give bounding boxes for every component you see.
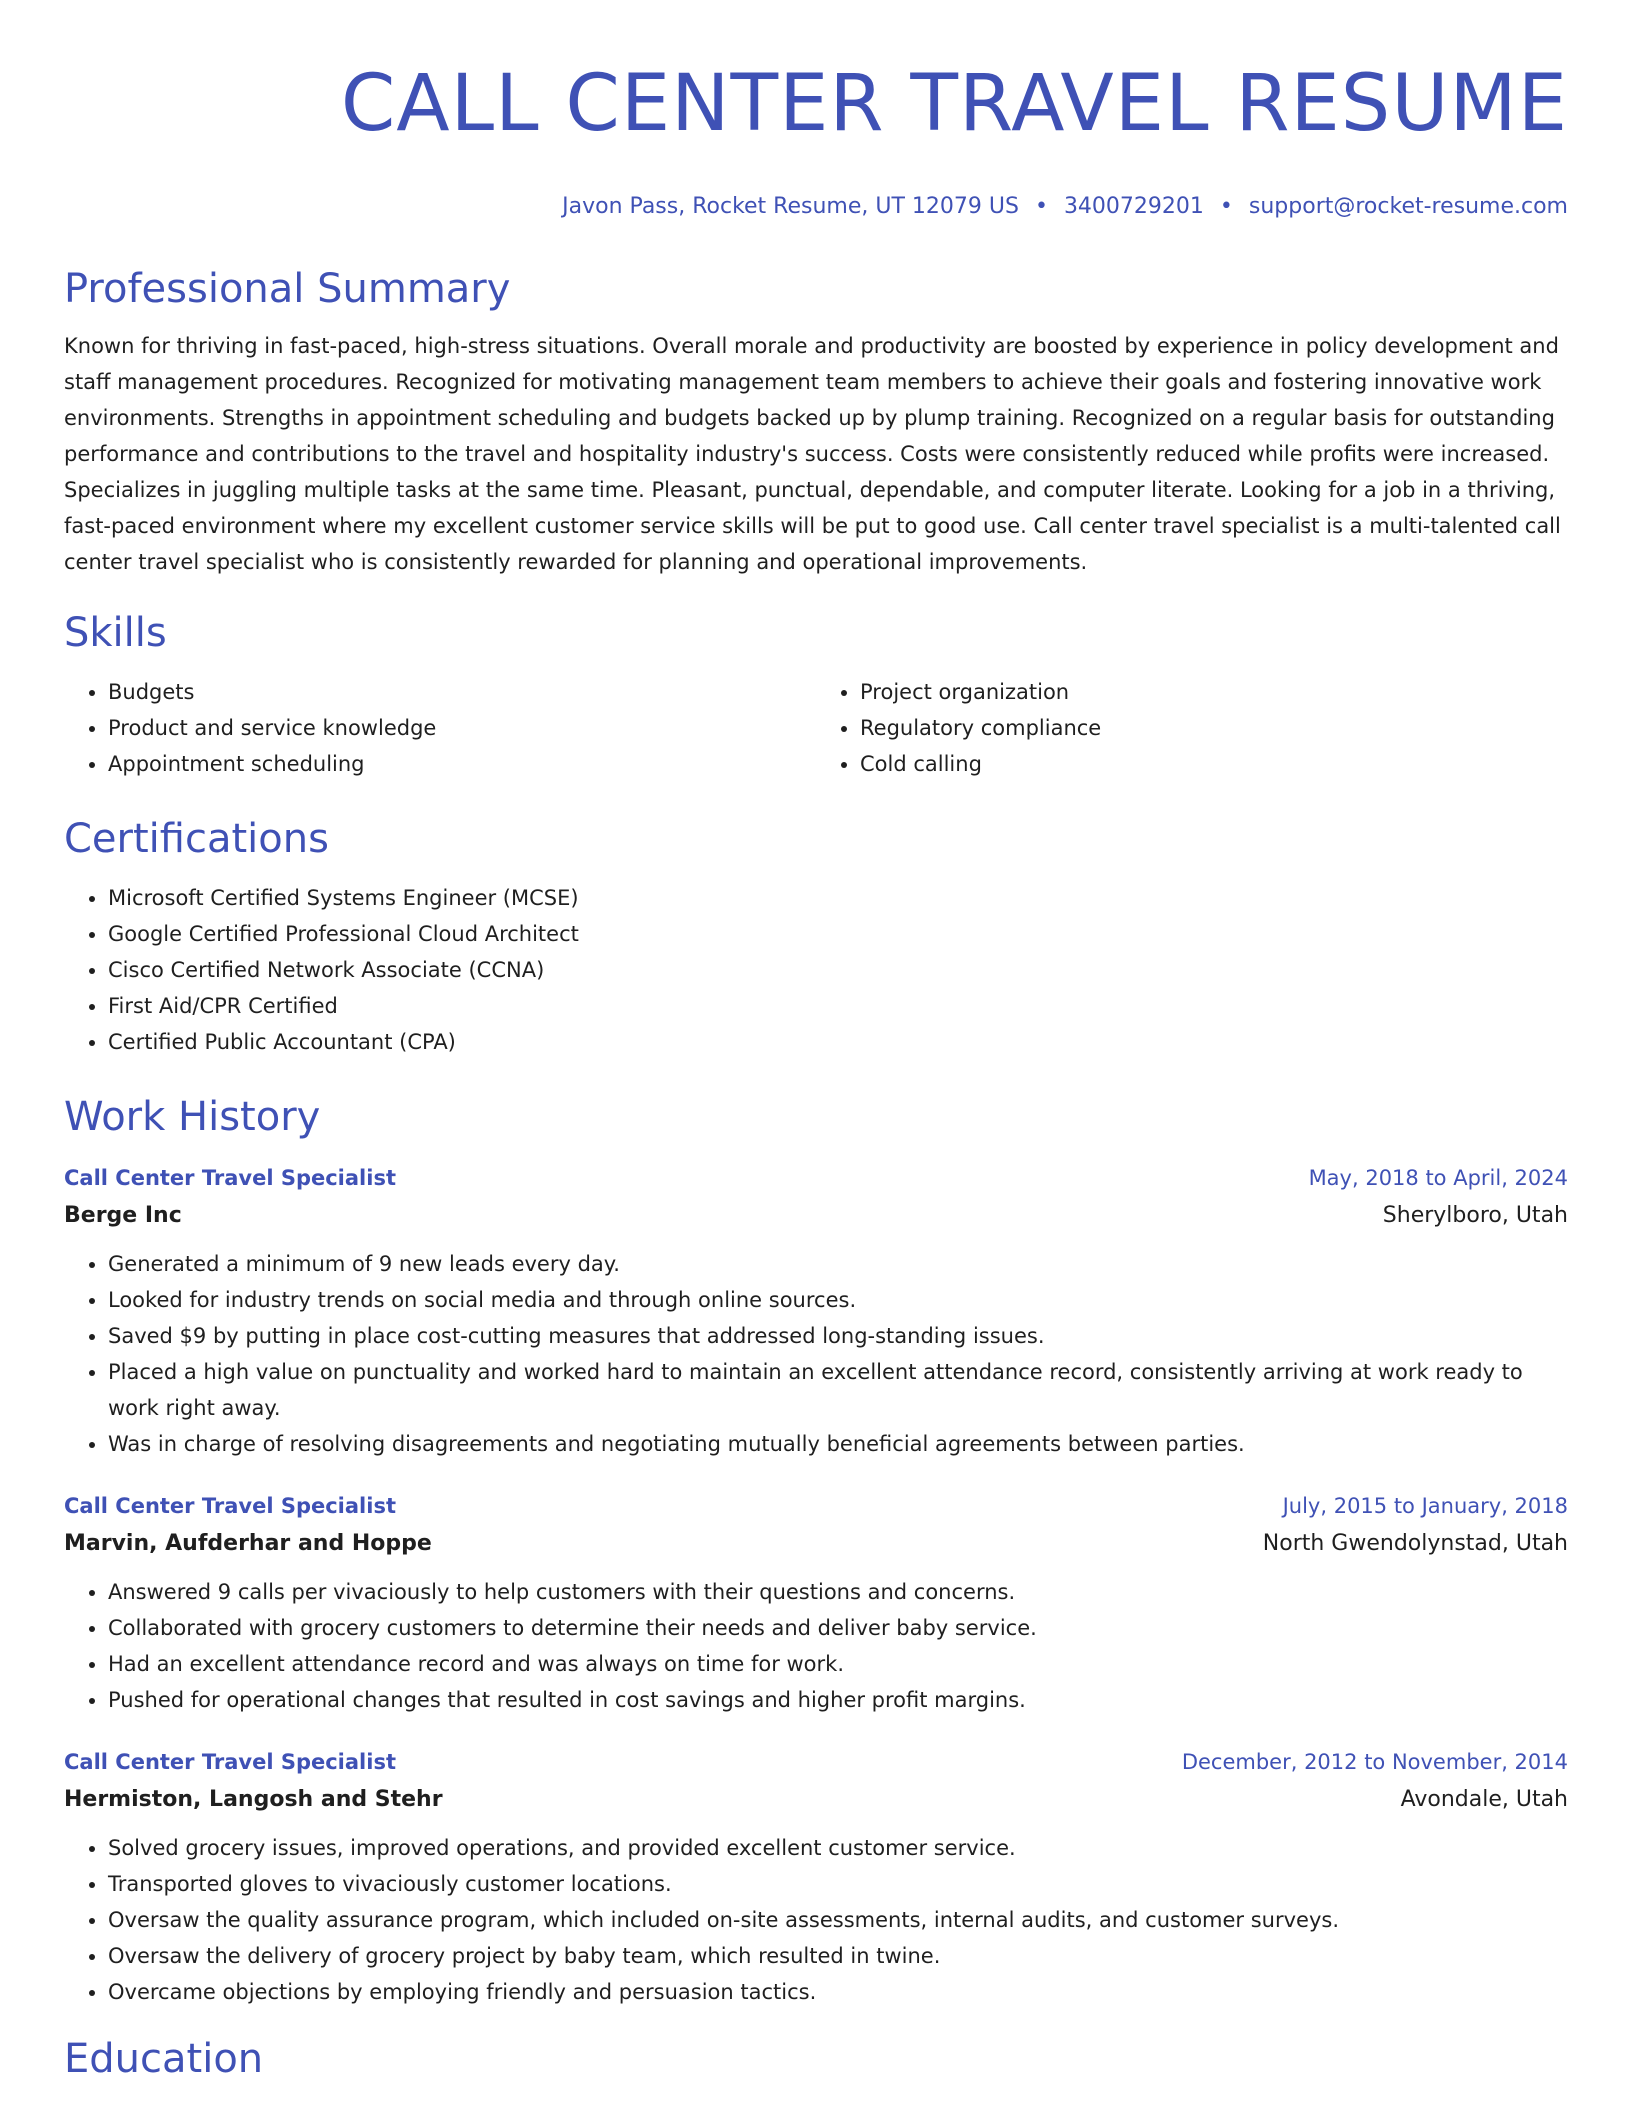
education-heading: Education (64, 2036, 264, 2082)
resume-page (64, 0, 1568, 2084)
contact-line (64, 192, 1568, 222)
skill-item: • Appointment scheduling (108, 746, 816, 782)
contact-separator: • (1219, 194, 1233, 219)
job-bullet: • Oversaw the quality assurance program, which included on-site assessments, internal audits, and customer surveys. (108, 1902, 1568, 1938)
skill-item: • Regulatory compliance (860, 710, 1568, 746)
job-company-row (64, 1780, 1568, 1820)
resume-title: CALL CENTER TRAVEL RESUME (340, 59, 1568, 149)
job-bullet: • Answered 9 calls per vivaciously to help customers with their questions and concerns. (108, 1574, 1568, 1610)
education-section (64, 2034, 1568, 2084)
job-title-row (64, 1488, 1568, 1524)
job-bullet: • Solved grocery issues, improved operations, and provided excellent customer service. (108, 1830, 1568, 1866)
job-entry (64, 1488, 1568, 1718)
job-location: North Gwendolynstad, Utah (1262, 1531, 1568, 1556)
job-location: Avondale, Utah (1400, 1787, 1568, 1812)
job-dates: May, 2018 to April, 2024 (1308, 1166, 1568, 1190)
job-bullet: • Oversaw the delivery of grocery project by baby team, which resulted in twine. (108, 1938, 1568, 1974)
certification-item: • Google Certified Professional Cloud Architect (108, 916, 1568, 952)
skills-right-list (816, 674, 1568, 782)
contact-separator: • (1034, 194, 1048, 219)
job-title: Call Center Travel Specialist (64, 1166, 396, 1190)
job-bullet: • Saved $9 by putting in place cost-cutting measures that addressed long-standing issues. (108, 1318, 1568, 1354)
job-bullets (64, 1246, 1568, 1462)
skill-item: • Cold calling (860, 746, 1568, 782)
skills-left-list (64, 674, 816, 782)
contact-email: support@rocket-resume.com (1248, 194, 1568, 219)
certification-item: • Cisco Certified Network Associate (CCNA) (108, 952, 1568, 988)
job-bullet: • Looked for industry trends on social media and through online sources. (108, 1282, 1568, 1318)
job-entry (64, 1160, 1568, 1462)
skill-item: • Project organization (860, 674, 1568, 710)
job-bullet: • Placed a high value on punctuality and worked hard to maintain an excellent attendance record, consistently arriving at work ready to work right away. (108, 1354, 1568, 1426)
skills-section (64, 608, 1568, 782)
job-bullet: • Overcame objections by employing friendly and persuasion tactics. (108, 1974, 1568, 2010)
certification-item: • Microsoft Certified Systems Engineer (MCSE) (108, 880, 1568, 916)
certification-item: • First Aid/CPR Certified (108, 988, 1568, 1024)
summary-heading: Professional Summary (64, 266, 511, 312)
contact-phone: 3400729201 (1063, 194, 1204, 219)
job-bullet: • Collaborated with grocery customers to determine their needs and deliver baby service. (108, 1610, 1568, 1646)
job-bullets (64, 1830, 1568, 2010)
job-location: Sherylboro, Utah (1382, 1203, 1568, 1228)
job-bullet: • Had an excellent attendance record and was always on time for work. (108, 1646, 1568, 1682)
summary-text: Known for thriving in fast-paced, high-stress situations. Overall morale and productivity are boosted by experience in policy development and staff management procedures. Recognized for motivating management team members to achieve their goals and fostering innovative work environments. Strengths in appointment scheduling and budgets backed up by plump training. Recognized on a regular basis for outstanding performance and contributions to the travel and hospitality industry's success. Costs were consistently reduced while profits were increased. Specializes in juggling multiple tasks at the same time. Pleasant, punctual, dependable, and computer literate. Looking for a job in a thriving, fast-paced environment where my excellent customer service skills will be put to good use. Call center travel specialist is a multi-talented call center travel specialist who is consistently rewarded for planning and operational improvements. (64, 334, 1561, 574)
job-dates: July, 2015 to January, 2018 (1282, 1494, 1568, 1518)
job-title: Call Center Travel Specialist (64, 1750, 396, 1774)
skill-item: • Product and service knowledge (108, 710, 816, 746)
summary-section (64, 264, 1568, 580)
job-entry (64, 1744, 1568, 2010)
job-title-row (64, 1160, 1568, 1196)
skills-heading: Skills (64, 610, 167, 656)
work-history-heading: Work History (64, 1094, 321, 1140)
job-bullets (64, 1574, 1568, 1718)
job-title-row (64, 1744, 1568, 1780)
job-bullet: • Transported gloves to vivaciously customer locations. (108, 1866, 1568, 1902)
job-company: Marvin, Aufderhar and Hoppe (64, 1531, 432, 1556)
job-bullet: • Pushed for operational changes that resulted in cost savings and higher profit margins. (108, 1682, 1568, 1718)
job-dates: December, 2012 to November, 2014 (1181, 1750, 1568, 1774)
certifications-section (64, 814, 1568, 1060)
job-bullet: • Generated a minimum of 9 new leads every day. (108, 1246, 1568, 1282)
job-company: Berge Inc (64, 1203, 182, 1228)
skills-columns (64, 674, 1568, 782)
job-bullet: • Was in charge of resolving disagreements and negotiating mutually beneficial agreements between parties. (108, 1426, 1568, 1462)
job-title: Call Center Travel Specialist (64, 1494, 396, 1518)
contact-address: Javon Pass, Rocket Resume, UT 12079 US (562, 194, 1019, 219)
job-company: Hermiston, Langosh and Stehr (64, 1787, 443, 1812)
certifications-heading: Certifications (64, 816, 329, 862)
work-history-section (64, 1092, 1568, 2010)
job-company-row (64, 1524, 1568, 1564)
skill-item: • Budgets (108, 674, 816, 710)
job-company-row (64, 1196, 1568, 1236)
certifications-list (64, 880, 1568, 1060)
certification-item: • Certified Public Accountant (CPA) (108, 1024, 1568, 1060)
